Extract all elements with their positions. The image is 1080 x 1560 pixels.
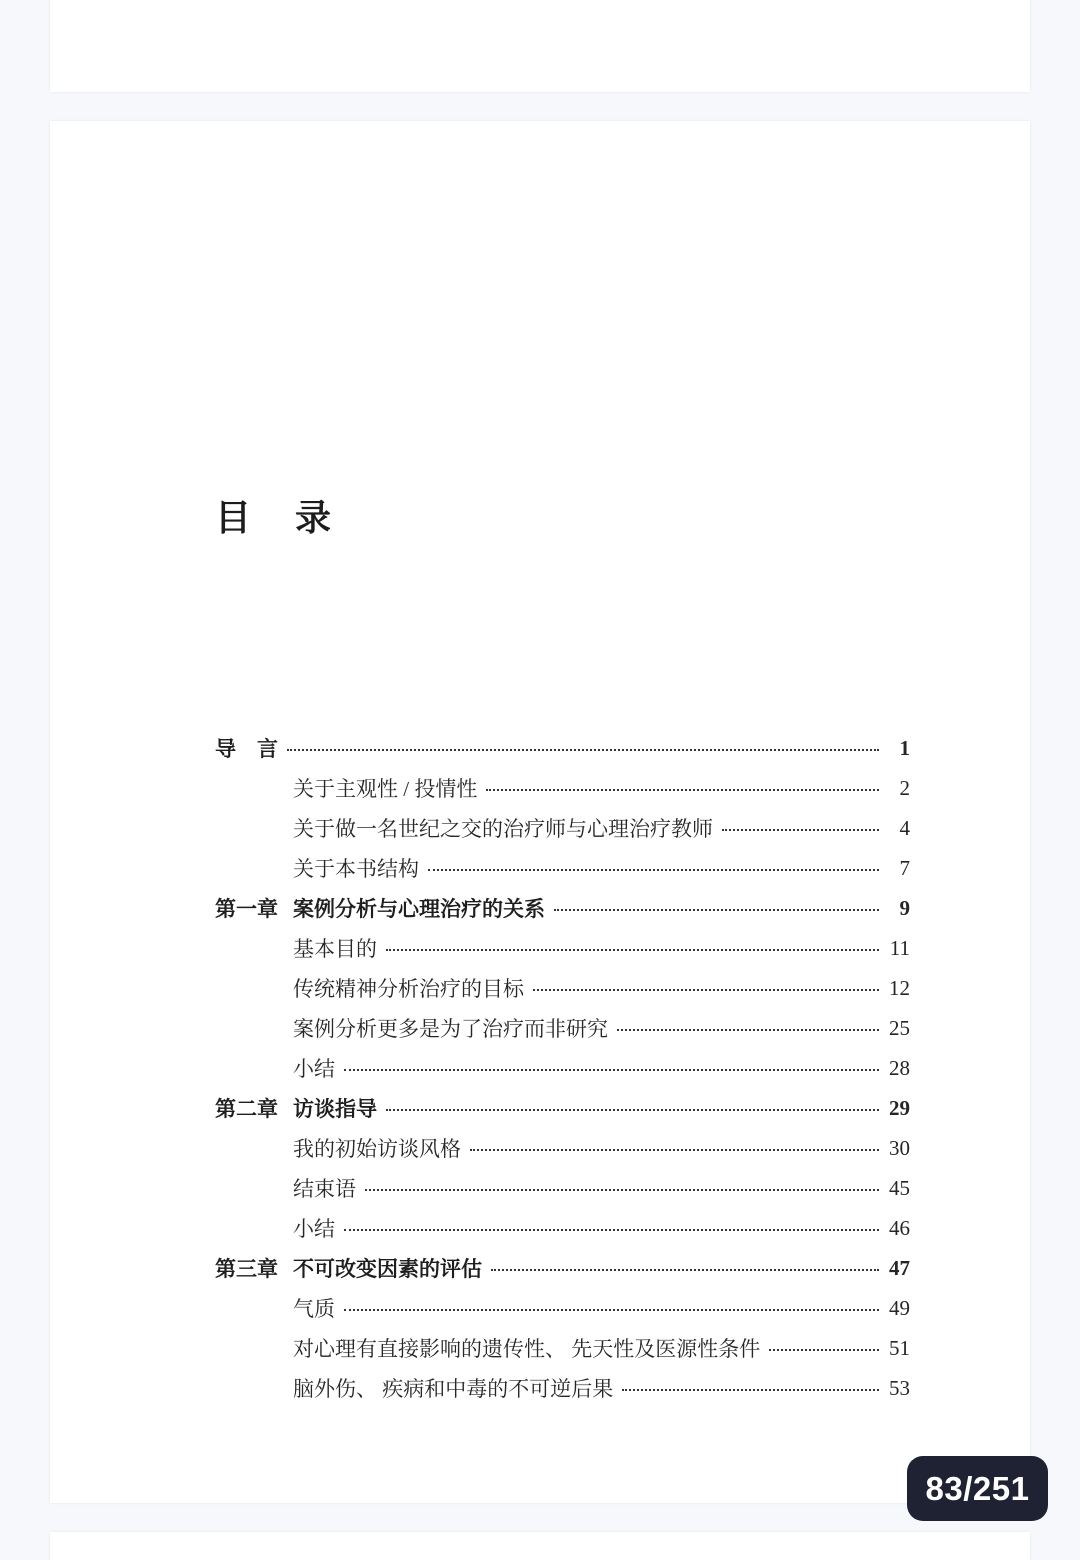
toc-entry-title: 小结 <box>293 1217 335 1241</box>
toc-page[interactable] <box>50 121 1030 1503</box>
toc-row <box>215 1248 910 1288</box>
toc-row <box>215 1368 910 1408</box>
toc-chapter-label: 第二章 <box>215 1097 278 1121</box>
toc-chapter-label: 第一章 <box>215 897 278 921</box>
toc-page-number: 46 <box>889 1215 910 1240</box>
toc-entry-title: 案例分析与心理治疗的关系 <box>293 897 545 921</box>
dot-leader <box>622 1389 879 1391</box>
toc-page-number: 4 <box>899 815 910 840</box>
toc-entry-title: 访谈指导 <box>293 1097 377 1121</box>
dot-leader <box>287 749 879 751</box>
toc-row <box>215 968 910 1008</box>
toc-row <box>215 1048 910 1088</box>
toc-page-number: 29 <box>889 1095 910 1120</box>
toc-row <box>215 1008 910 1048</box>
toc-entry-title: 对心理有直接影响的遗传性、 先天性及医源性条件 <box>293 1337 761 1361</box>
toc-chapter-label: 第三章 <box>215 1257 278 1281</box>
dot-leader <box>365 1189 879 1191</box>
toc-page-number: 7 <box>899 855 910 880</box>
dot-leader <box>769 1349 879 1351</box>
toc-page-number: 25 <box>889 1015 910 1040</box>
toc-page-number: 51 <box>889 1335 910 1360</box>
toc-entry-title: 关于本书结构 <box>293 857 419 881</box>
toc-page-number: 28 <box>889 1055 910 1080</box>
toc-row <box>215 1288 910 1328</box>
dot-leader <box>428 869 879 871</box>
dot-leader <box>554 909 879 911</box>
toc-row <box>215 728 910 768</box>
toc-page-number: 45 <box>889 1175 910 1200</box>
dot-leader <box>533 989 879 991</box>
next-page-top[interactable] <box>50 1532 1030 1560</box>
previous-page-bottom[interactable] <box>50 0 1030 92</box>
dot-leader <box>344 1069 879 1071</box>
toc-entry-title: 案例分析更多是为了治疗而非研究 <box>293 1017 608 1041</box>
toc-entry-title: 脑外伤、 疾病和中毒的不可逆后果 <box>293 1377 614 1401</box>
toc-row <box>215 1168 910 1208</box>
toc-page-number: 49 <box>889 1295 910 1320</box>
dot-leader <box>470 1149 879 1151</box>
dot-leader <box>486 789 879 791</box>
toc-list <box>215 728 910 1408</box>
toc-row <box>215 848 910 888</box>
toc-row <box>215 768 910 808</box>
dot-leader <box>722 829 879 831</box>
toc-entry-title: 不可改变因素的评估 <box>293 1257 482 1281</box>
page-indicator-badge: 83/251 <box>907 1456 1048 1521</box>
page-title: 目 录 <box>215 498 336 539</box>
toc-entry-title: 关于主观性 / 投情性 <box>293 777 478 801</box>
toc-row <box>215 928 910 968</box>
toc-entry-title: 小结 <box>293 1057 335 1081</box>
toc-page-number: 2 <box>899 775 910 800</box>
toc-row <box>215 1128 910 1168</box>
toc-row <box>215 1088 910 1128</box>
toc-row <box>215 1328 910 1368</box>
toc-row <box>215 808 910 848</box>
toc-page-number: 12 <box>889 975 910 1000</box>
toc-entry-title: 我的初始访谈风格 <box>293 1137 461 1161</box>
toc-page-number: 11 <box>889 935 910 960</box>
dot-leader <box>344 1309 879 1311</box>
toc-entry-title: 传统精神分析治疗的目标 <box>293 977 524 1001</box>
toc-row <box>215 1208 910 1248</box>
dot-leader <box>617 1029 879 1031</box>
toc-page-number: 30 <box>889 1135 910 1160</box>
toc-entry-title: 关于做一名世纪之交的治疗师与心理治疗教师 <box>293 817 713 841</box>
toc-row <box>215 888 910 928</box>
dot-leader <box>386 949 879 951</box>
toc-page-number: 53 <box>889 1375 910 1400</box>
toc-entry-title: 结束语 <box>293 1177 356 1201</box>
toc-page-number: 9 <box>899 895 910 920</box>
dot-leader <box>491 1269 879 1271</box>
toc-page-number: 47 <box>889 1255 910 1280</box>
toc-entry-title: 基本目的 <box>293 937 377 961</box>
toc-entry-title: 气质 <box>293 1297 335 1321</box>
toc-entry-title: 导 言 <box>215 737 278 761</box>
dot-leader <box>344 1229 879 1231</box>
dot-leader <box>386 1109 879 1111</box>
toc-page-number: 1 <box>899 735 910 760</box>
